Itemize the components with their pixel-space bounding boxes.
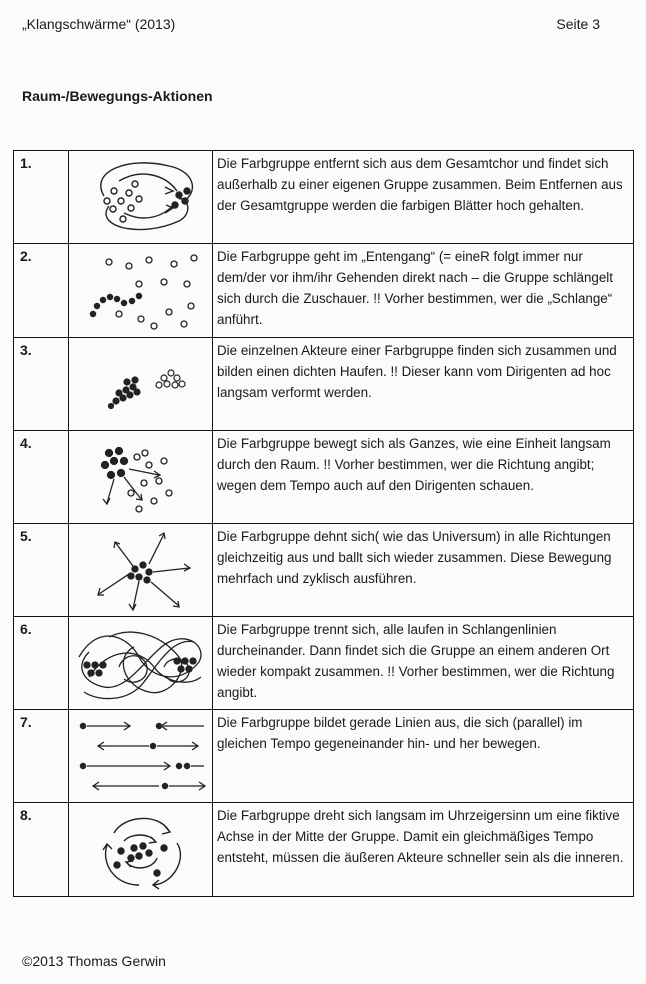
actions-table [13,150,634,897]
row-number: 4. [14,431,69,524]
row-number: 7. [14,710,69,803]
table-row [14,244,634,338]
row-number: 1. [14,151,69,244]
table-row [14,803,634,897]
table-row [14,524,634,617]
row-text: Die Farbgruppe bewegt sich als Ganzes, wie eine Einheit langsam durch den Raum. !! Vorher bestimmen, wer die Richtung angibt; wegen dem Tempo auch auf den Dirigenten schauen. [213,431,634,524]
table-row [14,617,634,710]
row-number: 8. [14,803,69,897]
group-leaving-icon [69,151,212,243]
document-title: „Klangschwärme“ (2013) [22,16,176,32]
copyright-footer: ©2013 Thomas Gerwin [22,953,166,969]
parallel-lines-icon [69,710,212,802]
table-row [14,338,634,431]
snake-line-icon [69,244,212,337]
table-row [14,151,634,244]
row-number: 3. [14,338,69,431]
row-text: Die Farbgruppe geht im „Entengang“ (= eineR folgt immer nur dem/der vor ihm/ihr Gehenden direkt nach – die Gruppe schlängelt sich durch die Zuschauer. !! Vorher bestimmen, wer die „Schlange“ anführt. [213,244,634,338]
section-title: Raum-/Bewegungs-Aktionen [22,88,213,104]
row-text: Die einzelnen Akteure einer Farbgruppe finden sich zusammen und bilden einen dichten Haufen. !! Dieser kann vom Dirigenten ad hoc langsam verformt werden. [213,338,634,431]
dense-cluster-icon [69,338,212,430]
tangled-lines-icon [69,617,212,709]
row-text: Die Farbgruppe dreht sich langsam im Uhrzeigersinn um eine fiktive Achse in der Mitte der Gruppe. Damit ein gleichmäßiges Tempo entsteht, müssen die äußeren Akteure schneller sein als die inneren. [213,803,634,897]
page-number: Seite 3 [556,16,600,32]
row-text: Die Farbgruppe dehnt sich( wie das Universum) in alle Richtungen gleichzeitig aus und ballt sich wieder zusammen. Diese Bewegung mehrfach und zyklisch ausführen. [213,524,634,617]
row-number: 2. [14,244,69,338]
row-text: Die Farbgruppe trennt sich, alle laufen in Schlangenlinien durcheinander. Dann findet sich die Gruppe an einem anderen Ort wieder kompakt zusammen. !! Vorher bestimmen, wer die Richtung angibt. [213,617,634,710]
row-text: Die Farbgruppe entfernt sich aus dem Gesamtchor und findet sich außerhalb zu einer eigenen Gruppe zusammen. Beim Entfernen aus der Gesamtgruppe werden die farbigen Blätter hoch gehalten. [213,151,634,244]
table-row [14,710,634,803]
row-number: 6. [14,617,69,710]
row-text: Die Farbgruppe bildet gerade Linien aus, die sich (parallel) im gleichen Tempo gegeneinander hin- und her bewegen. [213,710,634,803]
expanding-star-icon [69,524,212,616]
rotation-icon [69,803,212,896]
moving-unit-icon [69,431,212,523]
row-number: 5. [14,524,69,617]
table-row [14,431,634,524]
page-header [22,16,600,36]
